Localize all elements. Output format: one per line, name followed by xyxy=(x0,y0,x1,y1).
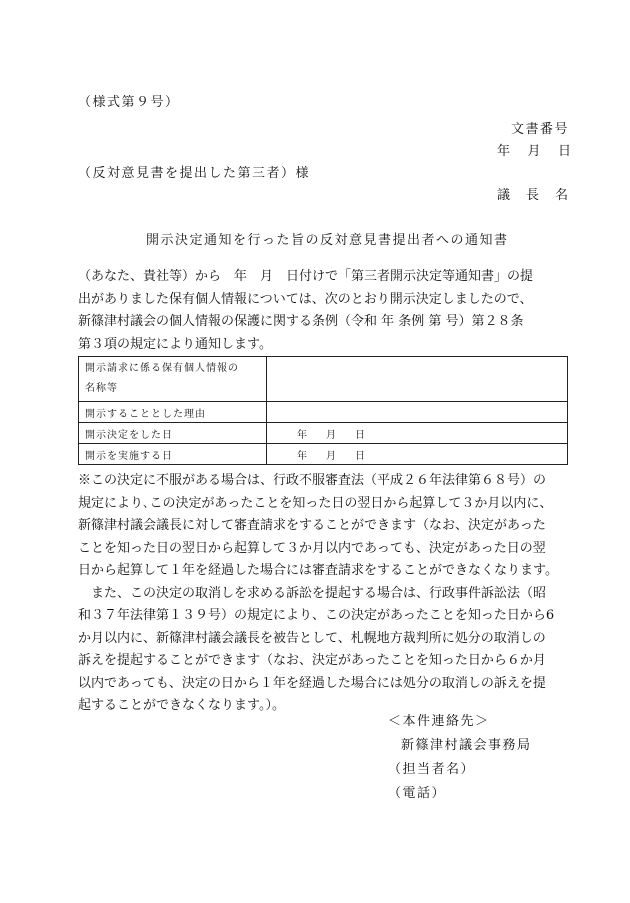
notice-line: 訴えを提起することができます（なお、決定があったことを知った日から６か月 xyxy=(78,653,546,668)
notice-line: ことを知った日の翌日から起算して３か月以内であっても、決定があった日の翌 xyxy=(78,540,546,556)
notice-line: ※この決定に不服がある場合は、行政不服審査法（平成２６年法律第６８号）の xyxy=(78,473,547,488)
intro-line: （あなた、貴社等）から 年 月 日付けで「第三者開示決定等通知書」の提 xyxy=(78,269,534,284)
notice-line: 日から起算して１年を経過した場合には審査請求をすることができなくなります。 xyxy=(78,563,558,578)
date-month: 月 xyxy=(326,429,337,441)
contact-person: （担当者名） xyxy=(388,762,476,777)
row-value-reason xyxy=(267,402,568,423)
document-title: 開示決定通知を行った旨の反対意見書提出者への通知書 xyxy=(146,233,509,248)
table-row xyxy=(79,444,568,465)
row-label-personal-info xyxy=(79,357,267,402)
row-value-personal-info xyxy=(267,357,568,402)
row-label-reason: 開示することとした理由 xyxy=(79,402,267,423)
date-day: 日 xyxy=(558,144,573,159)
date-day: 日 xyxy=(355,450,366,462)
date-year: 年 xyxy=(297,429,308,441)
contact-header: ＜本件連絡先＞ xyxy=(388,714,490,729)
intro-paragraph xyxy=(78,266,578,356)
intro-line: 第３項の規定により通知します。 xyxy=(78,336,272,352)
notice-line: 規定により､この決定があったことを知った日の翌日から起算して３か月以内に、 xyxy=(78,495,553,511)
row-label-line: 名称等 xyxy=(85,383,118,394)
addressee: （反対意見書を提出した第三者）様 xyxy=(78,166,311,181)
row-value-decision-date xyxy=(267,423,568,444)
notice-line: 起することができなくなります。）。 xyxy=(78,698,285,713)
notice-line: か月以内に、新篠津村議会議長を被告として、札幌地方裁判所に処分の取消しの xyxy=(78,630,546,646)
notice-line: 以内であっても、決定の日から１年を経過した場合には処分の取消しの訴えを提 xyxy=(78,675,546,691)
form-number: （様式第９号） xyxy=(78,95,180,110)
table-row xyxy=(79,402,568,423)
notice-line: また、この決定の取消しを求める訴訟を提起する場合は、行政事件訴訟法（昭 xyxy=(78,585,547,601)
table-row xyxy=(79,423,568,444)
notice-paragraph xyxy=(78,470,578,718)
date-year: 年 xyxy=(497,144,512,159)
date-line xyxy=(497,145,573,158)
date-month: 月 xyxy=(326,450,337,462)
intro-line: 出がありました保有個人情報については、次のとおり開示決定しましたので、 xyxy=(78,291,533,307)
sender-name: 議 長 名 xyxy=(497,188,570,203)
contact-phone: （電話） xyxy=(388,786,447,801)
row-label-line: 開示請求に係る保有個人情報の xyxy=(85,363,239,374)
date-month: 月 xyxy=(527,144,543,159)
row-label-implementation-date: 開示を実施する日 xyxy=(79,444,267,465)
notice-line: 新篠津村議会議長に対して審査請求をすることができます（なお、決定があった xyxy=(78,518,546,533)
row-label-decision-date: 開示決定をした日 xyxy=(79,423,267,444)
date-year: 年 xyxy=(297,450,308,462)
date-day: 日 xyxy=(355,429,366,441)
row-value-implementation-date xyxy=(267,444,568,465)
document-number-label: 文書番号 xyxy=(511,122,570,137)
notice-line: 和３７年法律第１３９号）の規定により、この決定があったことを知った日から6 xyxy=(78,608,555,623)
intro-line: 新篠津村議会の個人情報の保護に関する条例（令和 年 条例 第 号）第２８条 xyxy=(78,314,524,329)
table-row xyxy=(79,357,568,402)
info-table xyxy=(78,356,568,465)
contact-office: 新篠津村議会事務局 xyxy=(401,738,532,753)
